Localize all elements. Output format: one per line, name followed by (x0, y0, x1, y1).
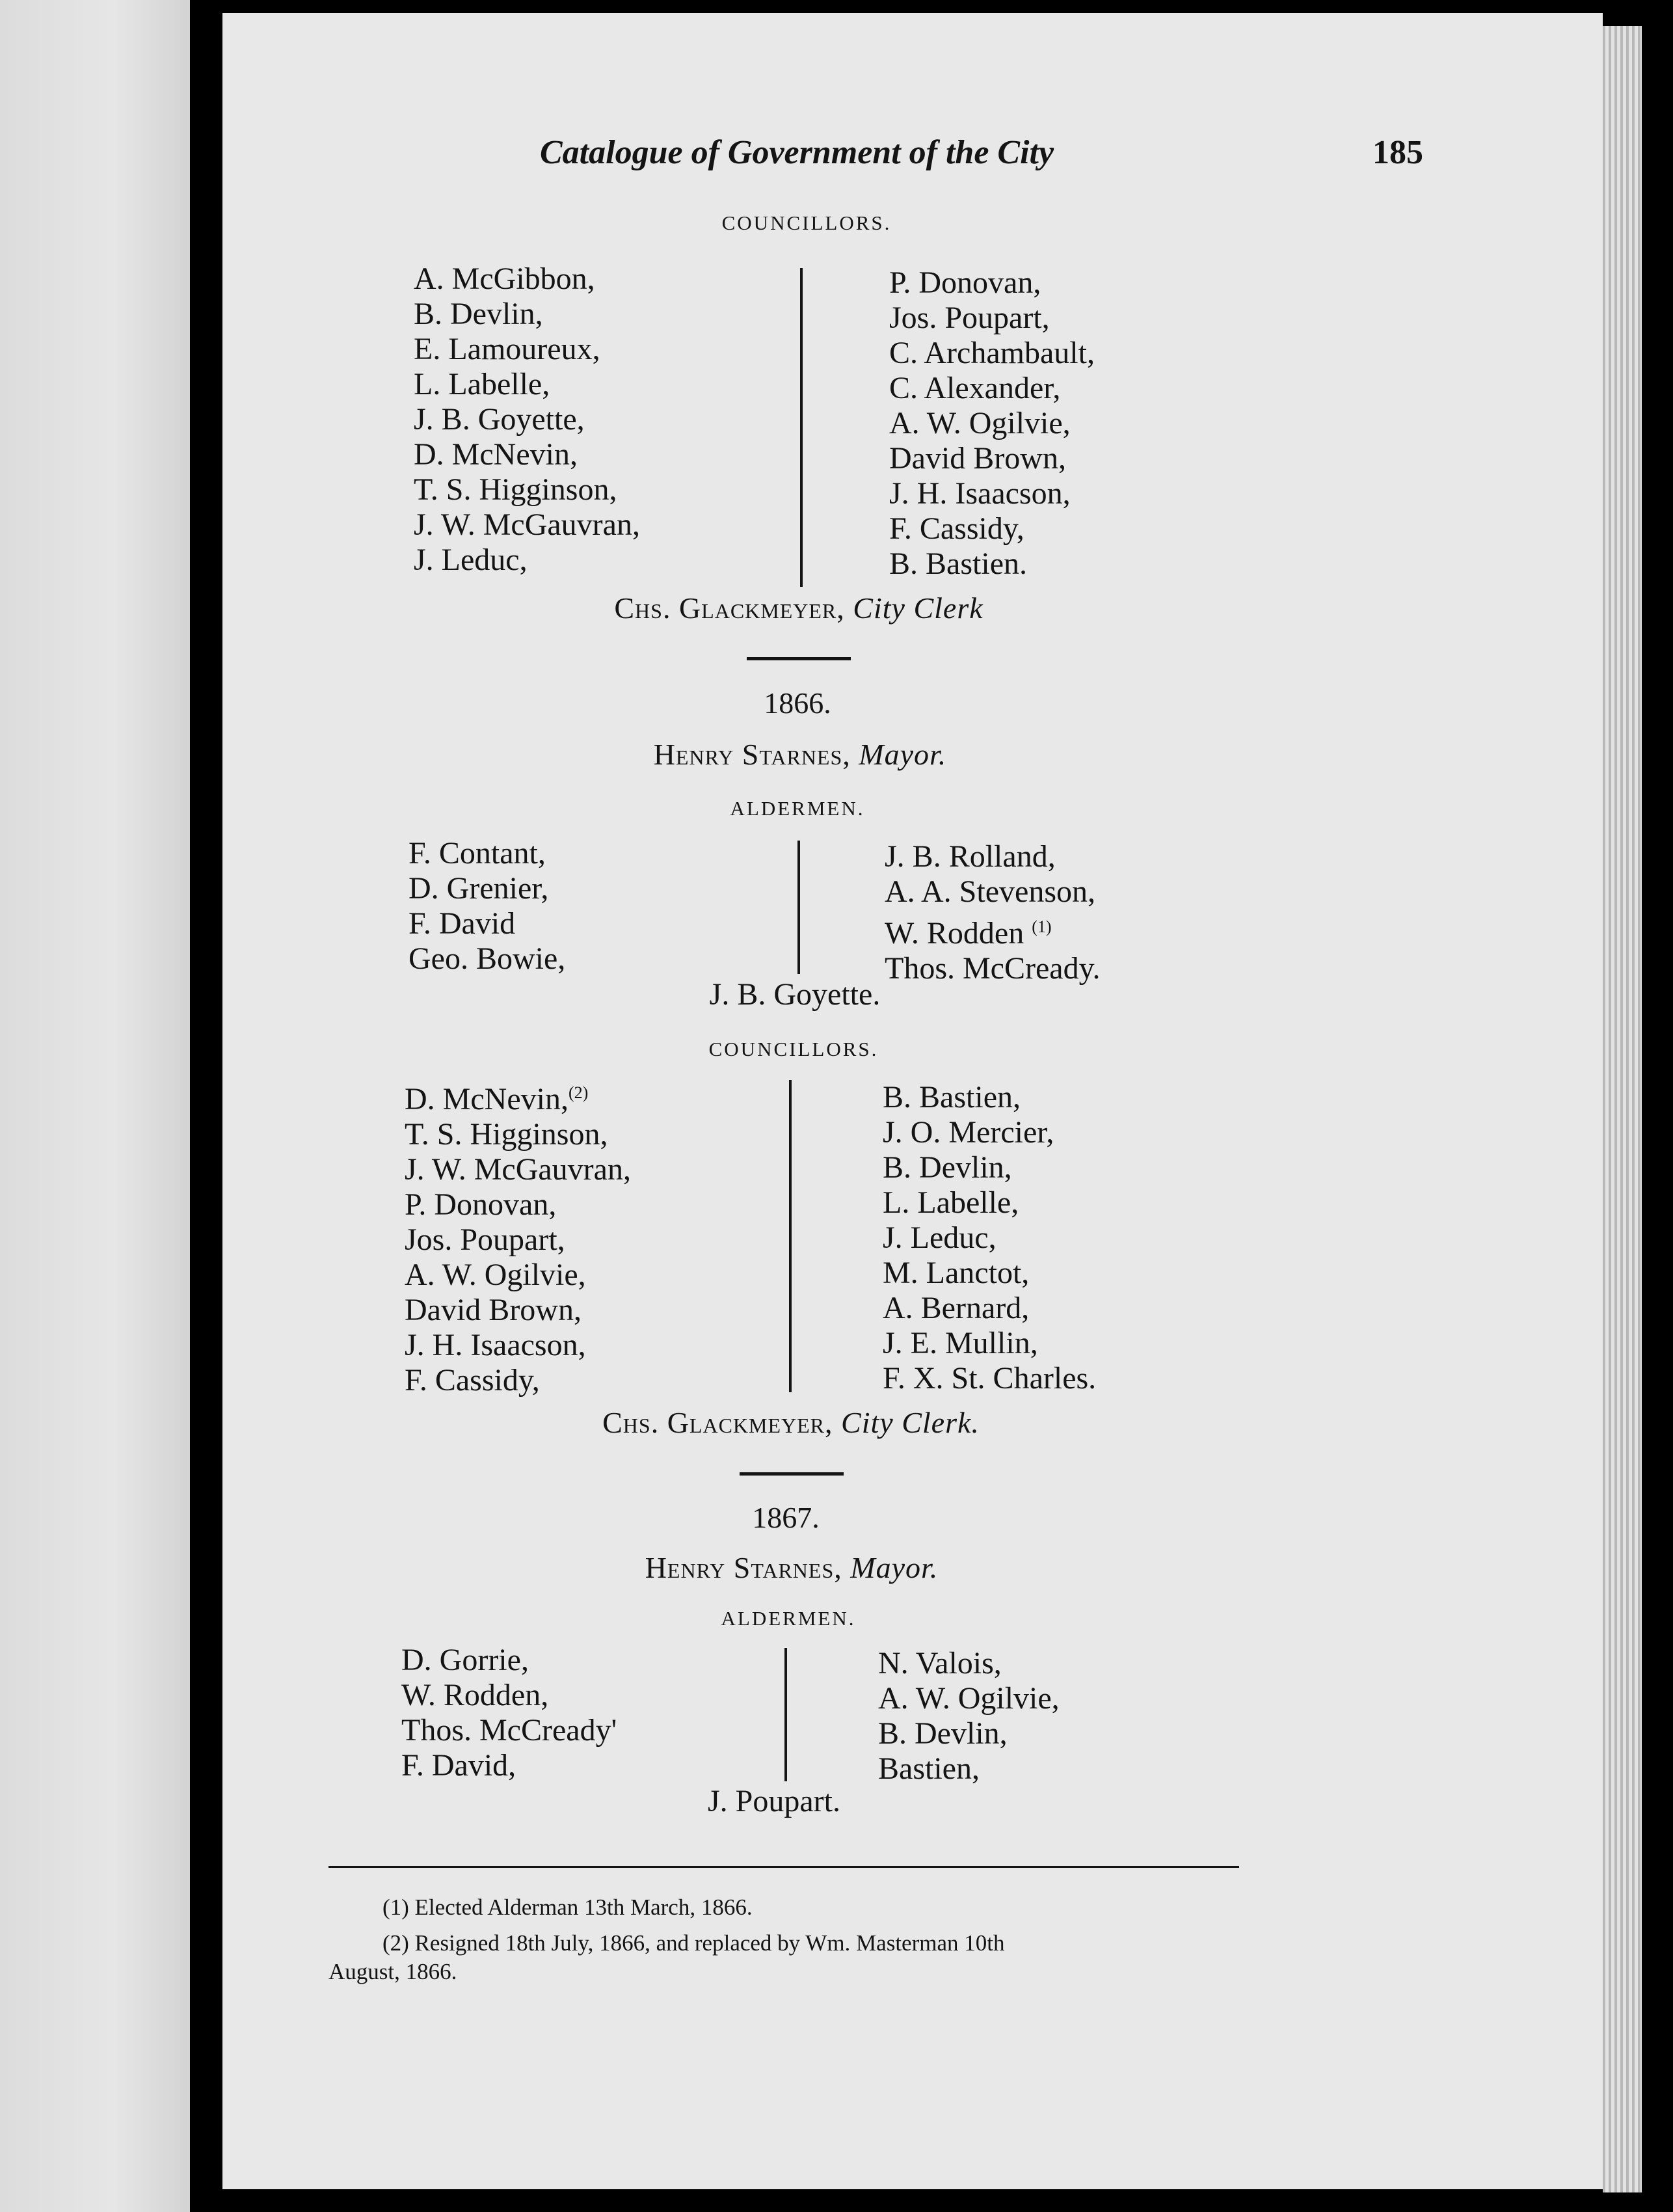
list-item: P. Donovan, (405, 1187, 557, 1222)
list-item: P. Donovan, (889, 265, 1041, 300)
section-divider (740, 1472, 844, 1476)
clerk-title: City Clerk (853, 591, 984, 625)
list-item: Jos. Poupart, (889, 301, 1050, 335)
clerk-title: City Clerk. (841, 1406, 980, 1439)
list-item: David Brown, (405, 1293, 582, 1327)
list-item: J. W. McGauvran, (414, 507, 640, 542)
mayor-line-1866 (654, 737, 947, 772)
list-item: C. Archambault, (889, 336, 1095, 370)
footnote-2-continued: August, 1866. (328, 1959, 457, 1984)
councillors-list-right-1865 (889, 265, 1095, 582)
list-item: J. H. Isaacson, (405, 1328, 586, 1362)
list-item: M. Lanctot, (883, 1256, 1030, 1290)
list-item: David Brown, (889, 441, 1066, 476)
aldermen-list-left-1866 (408, 836, 565, 977)
list-item: J. Leduc, (883, 1221, 997, 1255)
footnote-1: (1) Elected Alderman 13th March, 1866. (382, 1895, 753, 1920)
list-item: J. H. Isaacson, (889, 476, 1071, 511)
aldermen-center-1867: J. Poupart. (708, 1784, 840, 1818)
city-clerk-line-1865 (614, 591, 983, 625)
list-item: A. W. Ogilvie, (889, 406, 1071, 440)
list-item: F. Cassidy, (405, 1363, 540, 1397)
list-item: B. Devlin, (883, 1150, 1012, 1185)
aldermen-list-right-1866 (885, 839, 1100, 986)
list-item: B. Devlin, (414, 297, 543, 331)
page-edges (1603, 26, 1642, 2192)
list-item: W. Rodden $^{(1)}$ (885, 916, 1052, 951)
list-item: L. Labelle, (414, 367, 550, 401)
list-item: D. Gorrie, (401, 1643, 529, 1677)
list-item: D. McNevin, (414, 437, 578, 472)
list-item: Jos. Poupart, (405, 1222, 565, 1257)
list-item: Geo. Bowie, (408, 941, 566, 976)
list-item: F. Cassidy, (889, 511, 1024, 546)
aldermen-list-left-1867 (401, 1643, 617, 1783)
running-head: Catalogue of Government of the City (540, 134, 1054, 171)
councillors-list-left-1866 (405, 1075, 631, 1398)
aldermen-list-right-1867 (878, 1646, 1060, 1787)
year-1867: 1867. (752, 1501, 820, 1534)
mayor-name: Henry Starnes, (645, 1551, 842, 1584)
councillors-list-right-1866 (883, 1080, 1096, 1396)
mayor-title: Mayor. (859, 738, 947, 771)
list-item: Bastien, (878, 1751, 980, 1786)
footnote-ref: (1) (1032, 917, 1052, 936)
list-item: A. Bernard, (883, 1291, 1030, 1325)
list-item: B. Bastien. (889, 546, 1027, 581)
aldermen-heading-1866: ALDERMEN. (730, 797, 865, 820)
section-divider (747, 657, 851, 660)
list-item: J. W. McGauvran, (405, 1152, 631, 1187)
aldermen-heading-1867: ALDERMEN. (721, 1607, 856, 1630)
list-item: A. W. Ogilvie, (405, 1258, 586, 1292)
councillors-heading-1865: COUNCILLORS. (721, 211, 892, 234)
mayor-line-1867 (645, 1550, 939, 1585)
aldermen-center-1866: J. B. Goyette. (709, 977, 881, 1012)
mayor-title: Mayor. (850, 1551, 939, 1584)
list-item: T. S. Higginson, (414, 472, 617, 507)
list-item: N. Valois, (878, 1646, 1002, 1680)
list-item: B. Devlin, (878, 1716, 1008, 1751)
list-item: F. David (408, 906, 516, 941)
list-item: F. David, (401, 1748, 516, 1783)
list-item: L. Labelle, (883, 1185, 1019, 1220)
list-item: J. O. Mercier, (883, 1115, 1054, 1150)
footnote-2: (2) Resigned 18th July, 1866, and replaced by Wm. Masterman 10th (382, 1930, 1005, 1956)
councillors-heading-1866: COUNCILLORS. (708, 1038, 879, 1060)
list-item: W. Rodden, (401, 1678, 549, 1712)
list-item: F. Contant, (408, 836, 546, 870)
page-number: 185 (1372, 134, 1423, 171)
year-1866: 1866. (764, 686, 831, 720)
list-item: J. B. Rolland, (885, 839, 1056, 874)
list-item: E. Lamoureux, (414, 332, 600, 366)
list-item: J. B. Goyette, (414, 402, 585, 437)
column-divider (800, 268, 803, 587)
clerk-name: Chs. Glackmeyer, (602, 1406, 833, 1439)
list-item: F. X. St. Charles. (883, 1361, 1097, 1396)
column-divider (784, 1648, 787, 1781)
councillors-list-left-1865 (414, 262, 640, 578)
list-item: Thos. McCready. (885, 951, 1101, 986)
list-item: B. Bastien, (883, 1080, 1021, 1114)
list-item: A. A. Stevenson, (885, 874, 1095, 909)
list-item: D. Grenier, (408, 871, 549, 906)
mayor-name: Henry Starnes, (653, 738, 851, 771)
list-item: T. S. Higginson, (405, 1117, 608, 1152)
facing-page (0, 0, 190, 2212)
list-item: C. Alexander, (889, 371, 1061, 405)
column-divider (789, 1080, 792, 1392)
list-item: Thos. McCready' (401, 1713, 617, 1747)
list-item: J. E. Mullin, (883, 1326, 1038, 1360)
city-clerk-line-1866 (602, 1405, 980, 1440)
list-item: J. Leduc, (414, 543, 528, 577)
list-item: A. W. Ogilvie, (878, 1681, 1060, 1716)
footnote-rule (328, 1866, 1239, 1868)
clerk-name: Chs. Glackmeyer, (614, 591, 845, 625)
footnote-ref: (2) (568, 1083, 589, 1102)
list-item: A. McGibbon, (414, 262, 595, 296)
list-item: D. McNevin,$^{(2)}$ (405, 1082, 589, 1116)
column-divider (797, 841, 800, 974)
